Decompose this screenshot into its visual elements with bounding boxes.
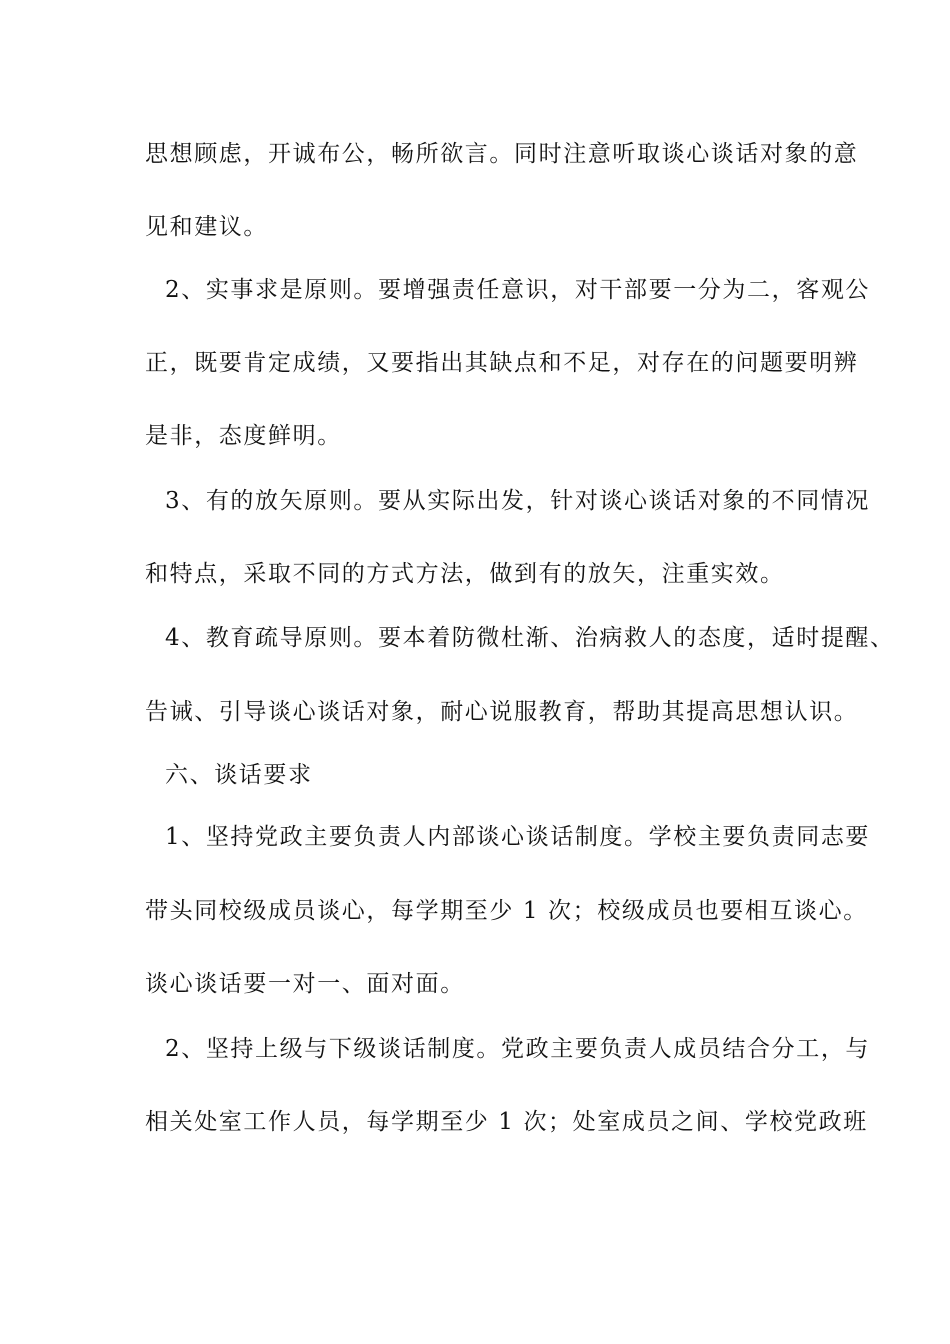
paragraph-line: 思想顾虑，开诚布公，畅所欲言。同时注意听取谈心谈话对象的意 — [145, 141, 859, 167]
paragraph-line: 3、有的放矢原则。要从实际出发，针对谈心谈话对象的不同情况 — [165, 488, 871, 514]
paragraph-line: 相关处室工作人员，每学期至少 1 次；处室成员之间、学校党政班 — [145, 1109, 868, 1135]
paragraph-line: 2、实事求是原则。要增强责任意识，对干部要一分为二，客观公 — [165, 277, 871, 303]
paragraph-line: 4、教育疏导原则。要本着防微杜渐、治病救人的态度，适时提醒、 — [165, 625, 895, 651]
paragraph-line: 正，既要肯定成绩，又要指出其缺点和不足，对存在的问题要明辨 — [145, 350, 859, 376]
paragraph-line: 带头同校级成员谈心，每学期至少 1 次；校级成员也要相互谈心。 — [145, 898, 868, 924]
paragraph-line: 是非，态度鲜明。 — [145, 423, 342, 449]
paragraph-line: 2、坚持上级与下级谈话制度。党政主要负责人成员结合分工，与 — [165, 1036, 871, 1062]
paragraph-line: 1、坚持党政主要负责人内部谈心谈话制度。学校主要负责同志要 — [165, 824, 871, 850]
paragraph-line: 和特点，采取不同的方式方法，做到有的放矢，注重实效。 — [145, 561, 785, 587]
section-heading: 六、谈话要求 — [165, 762, 313, 788]
paragraph-line: 谈心谈话要一对一、面对面。 — [145, 971, 465, 997]
paragraph-line: 见和建议。 — [145, 214, 268, 240]
paragraph-line: 告诫、引导谈心谈话对象，耐心说服教育，帮助其提高思想认识。 — [145, 699, 859, 725]
